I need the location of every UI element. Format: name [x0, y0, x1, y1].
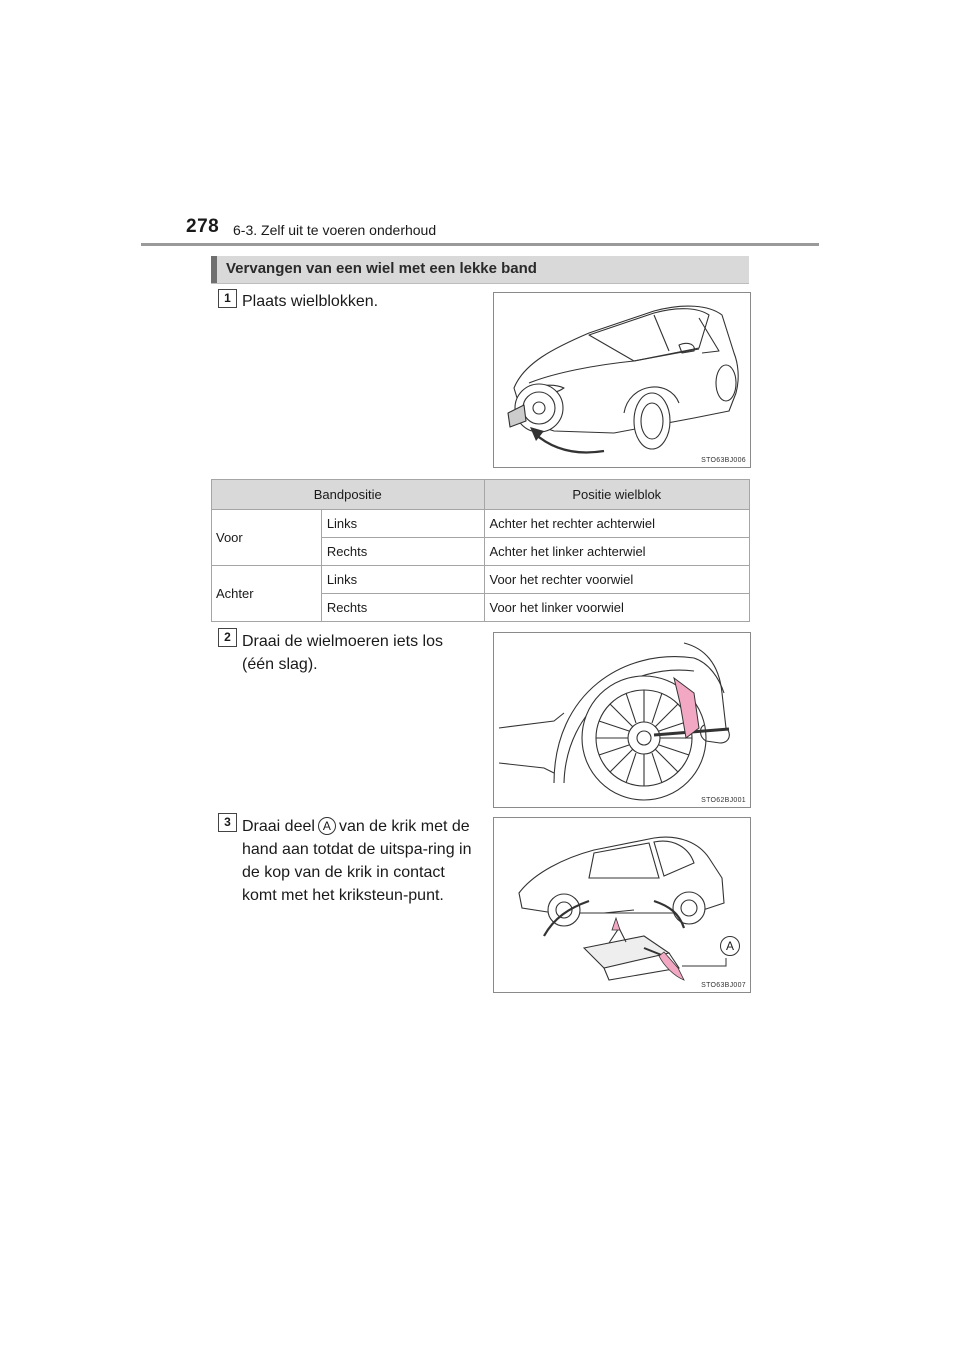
table-row: [212, 566, 750, 594]
table-header-chock-position: Positie wielblok: [484, 480, 750, 510]
table-position-cell: Achter het rechter achterwiel: [484, 510, 750, 538]
callout-a-inline: A: [318, 817, 336, 835]
step-1-text: Plaats wielblokken.: [242, 293, 379, 310]
table-position-cell: Achter het linker achterwiel: [484, 538, 750, 566]
header-divider: [141, 243, 819, 246]
step-2-badge: 2: [218, 628, 237, 647]
callout-a-label: A: [720, 936, 740, 956]
table-header-row: [212, 480, 750, 510]
table-position-cell: Voor het rechter voorwiel: [484, 566, 750, 594]
table-side-cell: Rechts: [321, 594, 484, 622]
step-3-text-after: van de krik met de hand aan totdat de uitspa-ring in de kop van de krik in contact komt met het kriksteun-punt.: [242, 818, 472, 904]
step-3-illustration: [493, 817, 751, 993]
step-1-badge: 1: [218, 289, 237, 308]
step-1-illustration: [493, 292, 751, 468]
step-3-text-before: Draai deel: [242, 818, 315, 835]
table-group-cell: Achter: [212, 566, 322, 622]
table-position-cell: Voor het linker voorwiel: [484, 594, 750, 622]
table-side-cell: Links: [321, 510, 484, 538]
section-title: Vervangen van een wiel met een lekke band: [226, 260, 537, 277]
table-header-tire-position: Bandpositie: [212, 480, 485, 510]
table-side-cell: Links: [321, 566, 484, 594]
page-number: 278: [186, 216, 220, 237]
table-row: [212, 510, 750, 538]
section-header: [211, 256, 749, 284]
step-2-image-code: STO62BJ001: [701, 797, 746, 804]
wheel-chock-table: [211, 479, 750, 622]
step-3-badge: 3: [218, 813, 237, 832]
car-wheel-chock-illustration: [494, 293, 750, 467]
jack-illustration: [494, 818, 750, 992]
step-2-illustration: [493, 632, 751, 808]
table-group-cell: Voor: [212, 510, 322, 566]
table-side-cell: Rechts: [321, 538, 484, 566]
chapter-title: 6-3. Zelf uit te voeren onderhoud: [233, 222, 437, 238]
step-3-image-code: STO63BJ007: [701, 982, 746, 989]
step-3-text: [242, 815, 472, 907]
step-2-text: Draai de wielmoeren iets los (één slag).: [242, 633, 443, 673]
section-header-tab: [211, 256, 217, 283]
step-1-image-code: STO63BJ006: [701, 457, 746, 464]
wheel-nut-wrench-illustration: [494, 633, 750, 807]
